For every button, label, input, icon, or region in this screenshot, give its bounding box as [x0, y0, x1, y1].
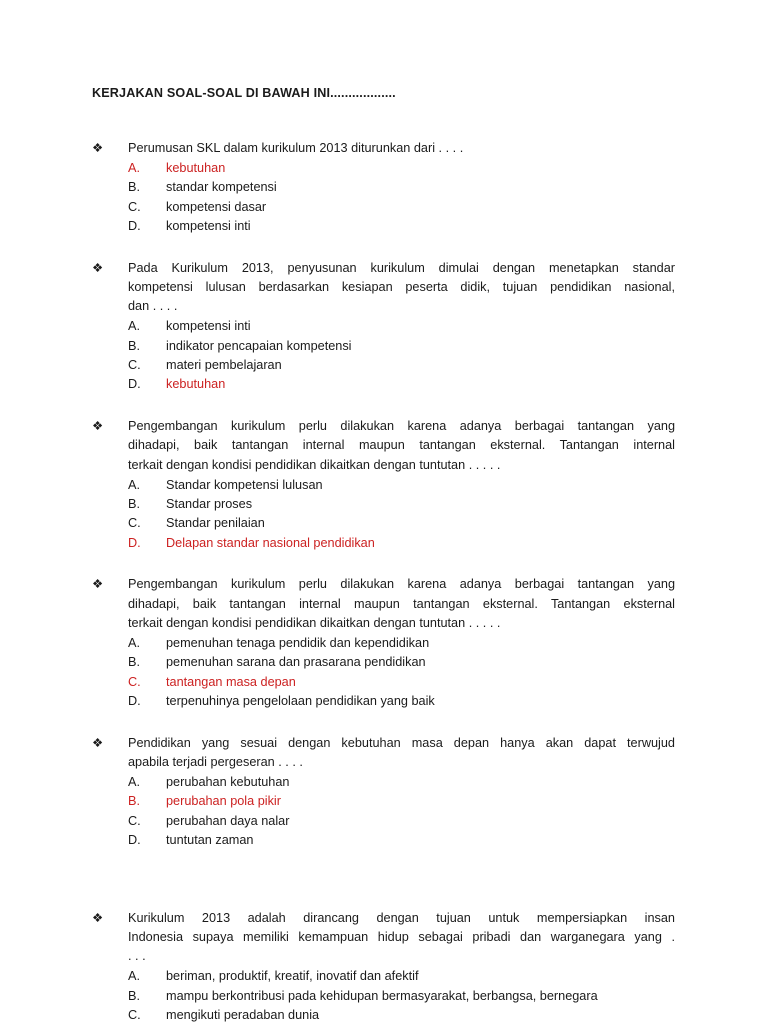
- answer-option[interactable]: [128, 831, 675, 850]
- answer-option[interactable]: [128, 337, 675, 356]
- question-stem-line: Perumusan SKL dalam kurikulum 2013 diturunkan dari . . . .: [128, 139, 675, 158]
- option-letter: A.: [128, 159, 166, 178]
- answer-option[interactable]: [128, 534, 675, 553]
- option-list: [128, 476, 675, 554]
- question-stem: [128, 259, 675, 317]
- option-letter: A.: [128, 634, 166, 653]
- question-block: [92, 909, 675, 1025]
- option-letter: B.: [128, 792, 166, 811]
- answer-option[interactable]: [128, 773, 675, 792]
- option-text: kompetensi dasar: [166, 198, 675, 217]
- option-text: perubahan kebutuhan: [166, 773, 675, 792]
- option-text: standar kompetensi: [166, 178, 675, 197]
- answer-option[interactable]: [128, 178, 675, 197]
- question-stem: [128, 139, 675, 158]
- question-block: [92, 734, 675, 851]
- option-letter: D.: [128, 534, 166, 553]
- option-text: Standar kompetensi lulusan: [166, 476, 675, 495]
- option-letter: A.: [128, 773, 166, 792]
- answer-option[interactable]: [128, 967, 675, 986]
- question-block: [92, 139, 675, 237]
- question-stem-line: Pengembangan kurikulum perlu dilakukan karena adanya berbagai tantangan yang: [128, 575, 675, 594]
- diamond-bullet-icon: ❖: [92, 575, 114, 594]
- option-letter: C.: [128, 812, 166, 831]
- option-text: perubahan daya nalar: [166, 812, 675, 831]
- answer-option[interactable]: [128, 198, 675, 217]
- page-title: KERJAKAN SOAL-SOAL DI BAWAH INI..................: [92, 86, 675, 100]
- option-letter: B.: [128, 337, 166, 356]
- diamond-bullet-icon: ❖: [92, 734, 114, 753]
- question-stem-line: Pengembangan kurikulum perlu dilakukan karena adanya berbagai tantangan yang: [128, 417, 675, 436]
- option-letter: C.: [128, 356, 166, 375]
- answer-option[interactable]: [128, 1006, 675, 1025]
- answer-option[interactable]: [128, 653, 675, 672]
- question-stem-line: . . .: [128, 947, 675, 966]
- question-stem-line: Pada Kurikulum 2013, penyusunan kurikulum dimulai dengan menetapkan standar: [128, 259, 675, 278]
- answer-option[interactable]: [128, 792, 675, 811]
- answer-option[interactable]: [128, 159, 675, 178]
- question-stem-line: kompetensi lulusan berdasarkan kesiapan peserta didik, tujuan pendidikan nasional,: [128, 278, 675, 297]
- answer-option[interactable]: [128, 673, 675, 692]
- option-letter: D.: [128, 831, 166, 850]
- option-text: pemenuhan tenaga pendidik dan kependidikan: [166, 634, 675, 653]
- question-block: [92, 575, 675, 711]
- option-text: Delapan standar nasional pendidikan: [166, 534, 675, 553]
- question-stem-line: Indonesia supaya memiliki kemampuan hidup sebagai pribadi dan warganegara yang .: [128, 928, 675, 947]
- question-stem-line: dihadapi, baik tantangan internal maupun tantangan eksternal. Tantangan internal: [128, 436, 675, 455]
- answer-option[interactable]: [128, 514, 675, 533]
- question-stem: [128, 575, 675, 633]
- answer-option[interactable]: [128, 476, 675, 495]
- option-text: pemenuhan sarana dan prasarana pendidikan: [166, 653, 675, 672]
- question-stem-line: dihadapi, baik tantangan internal maupun tantangan eksternal. Tantangan eksternal: [128, 595, 675, 614]
- answer-option[interactable]: [128, 634, 675, 653]
- question-stem-line: Kurikulum 2013 adalah dirancang dengan tujuan untuk mempersiapkan insan: [128, 909, 675, 928]
- question-block: [92, 417, 675, 553]
- option-letter: D.: [128, 375, 166, 394]
- option-letter: C.: [128, 673, 166, 692]
- diamond-bullet-icon: ❖: [92, 417, 114, 436]
- answer-option[interactable]: [128, 495, 675, 514]
- answer-option[interactable]: [128, 317, 675, 336]
- diamond-bullet-icon: ❖: [92, 259, 114, 278]
- option-letter: C.: [128, 514, 166, 533]
- option-text: Standar penilaian: [166, 514, 675, 533]
- diamond-bullet-icon: ❖: [92, 139, 114, 158]
- option-text: indikator pencapaian kompetensi: [166, 337, 675, 356]
- option-letter: C.: [128, 198, 166, 217]
- option-text: mengikuti peradaban dunia: [166, 1006, 675, 1025]
- option-text: kebutuhan: [166, 375, 675, 394]
- option-letter: B.: [128, 495, 166, 514]
- option-letter: A.: [128, 476, 166, 495]
- option-text: tuntutan zaman: [166, 831, 675, 850]
- option-text: perubahan pola pikir: [166, 792, 675, 811]
- option-text: kompetensi inti: [166, 217, 675, 236]
- option-letter: B.: [128, 653, 166, 672]
- question-stem: [128, 417, 675, 475]
- option-letter: A.: [128, 967, 166, 986]
- question-list: [92, 139, 675, 1025]
- answer-option[interactable]: [128, 375, 675, 394]
- question-stem-line: dan . . . .: [128, 297, 675, 316]
- option-text: tantangan masa depan: [166, 673, 675, 692]
- diamond-bullet-icon: ❖: [92, 909, 114, 928]
- option-list: [128, 773, 675, 851]
- question-block: [92, 259, 675, 395]
- option-letter: C.: [128, 1006, 166, 1025]
- option-text: kebutuhan: [166, 159, 675, 178]
- option-text: beriman, produktif, kreatif, inovatif dan afektif: [166, 967, 675, 986]
- option-text: terpenuhinya pengelolaan pendidikan yang baik: [166, 692, 675, 711]
- question-stem: [128, 909, 675, 967]
- answer-option[interactable]: [128, 217, 675, 236]
- question-stem-line: Pendidikan yang sesuai dengan kebutuhan masa depan hanya akan dapat terwujud: [128, 734, 675, 753]
- answer-option[interactable]: [128, 692, 675, 711]
- option-list: [128, 967, 675, 1025]
- question-stem-line: terkait dengan kondisi pendidikan dikaitkan dengan tuntutan . . . . .: [128, 614, 675, 633]
- option-text: kompetensi inti: [166, 317, 675, 336]
- option-list: [128, 159, 675, 237]
- question-stem: [128, 734, 675, 773]
- option-list: [128, 317, 675, 395]
- option-text: Standar proses: [166, 495, 675, 514]
- answer-option[interactable]: [128, 987, 675, 1006]
- answer-option[interactable]: [128, 356, 675, 375]
- answer-option[interactable]: [128, 812, 675, 831]
- option-letter: B.: [128, 987, 166, 1006]
- option-text: mampu berkontribusi pada kehidupan bermasyarakat, berbangsa, bernegara: [166, 987, 675, 1006]
- option-text: materi pembelajaran: [166, 356, 675, 375]
- question-stem-line: apabila terjadi pergeseran . . . .: [128, 753, 675, 772]
- option-letter: B.: [128, 178, 166, 197]
- option-letter: D.: [128, 217, 166, 236]
- option-list: [128, 634, 675, 712]
- question-stem-line: terkait dengan kondisi pendidikan dikaitkan dengan tuntutan . . . . .: [128, 456, 675, 475]
- option-letter: D.: [128, 692, 166, 711]
- option-letter: A.: [128, 317, 166, 336]
